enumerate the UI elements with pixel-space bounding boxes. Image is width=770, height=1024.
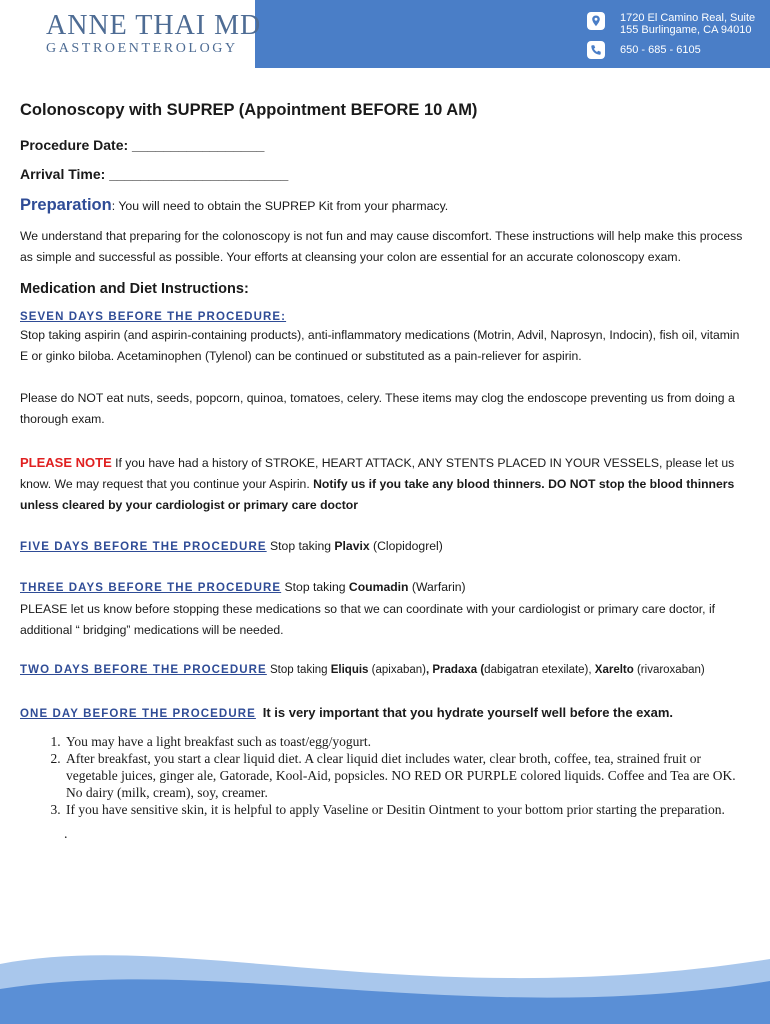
arrival-time-field: Arrival Time: _______________________ (20, 166, 289, 182)
list-item: 1. You may have a light breakfast such as toast/egg/yogurt. (64, 733, 750, 750)
trailing-dot: . (64, 827, 68, 842)
logo-area (0, 0, 262, 68)
preparation-text: : You will need to obtain the SUPREP Kit from your pharmacy. (111, 199, 449, 213)
three-days-heading: THREE DAYS BEFORE THE PROCEDURE (20, 582, 282, 594)
intro-paragraph: We understand that preparing for the colonoscopy is not fun and may cause discomfort. These instructions will help make this process as simple and successful as possible. Your efforts at cleansing your colon are essential for an accurate colonoscopy exam. (20, 229, 743, 264)
eliquis-label: Eliquis (330, 664, 369, 676)
pradaxa-generic: dabigatran etexilate), (484, 664, 595, 676)
xarelto-label: Xarelto (594, 664, 634, 676)
seven-days-text: Stop taking aspirin (and aspirin-containing products), anti-inflammatory medications (Motrin, Advil, Naprosyn, Indocin), fish oil, vitamin E or ginko biloba. Acetaminophen (Tylenol) can be continued or substituted as a pain-reliever for aspirin. (20, 328, 740, 363)
seven-days-heading: SEVEN DAYS BEFORE THE PROCEDURE: (20, 311, 287, 323)
five-days-pre: Stop taking (266, 539, 335, 553)
five-days-heading: FIVE DAYS BEFORE THE PROCEDURE (20, 541, 267, 553)
phone-number: 650 - 685 - 6105 (620, 44, 701, 56)
procedure-date-field: Procedure Date: _________________ (20, 137, 265, 153)
please-note-label: PLEASE NOTE (20, 455, 112, 470)
medication-heading: Medication and Diet Instructions: (20, 281, 249, 297)
footer-wave (0, 919, 770, 1024)
document-title: Colonoscopy with SUPREP (Appointment BEFORE 10 AM) (20, 101, 478, 119)
two-days-pre: Stop taking (266, 664, 331, 676)
logo-subtitle: GASTROENTEROLOGY (46, 41, 238, 56)
address-line-2: 155 Burlingame, CA 94010 (620, 24, 752, 36)
nuts-warning: Please do NOT eat nuts, seeds, popcorn, quinoa, tomatoes, celery. These items may clog the endoscope preventing us from doing a thorough exam. (20, 391, 735, 426)
two-days-heading: TWO DAYS BEFORE THE PROCEDURE (20, 664, 267, 676)
preparation-label: Preparation (20, 196, 112, 214)
eliquis-generic: (apixaban) (368, 664, 426, 676)
xarelto-generic: (rivaroxaban) (633, 664, 705, 676)
list-item: 2. After breakfast, you start a clear liquid diet. A clear liquid diet includes water, clear broth, coffee, tea, strained fruit or vegetable juices, ginger ale, Gatorade, Kool-Aid, popsicles. NO RED OR PURPLE colored liquids. Coffee and Tea are OK. No dairy (milk, cream), soy, creamer. (64, 750, 750, 801)
two-days-line (20, 660, 750, 681)
letterhead-band (0, 0, 770, 68)
document-body (20, 101, 750, 843)
three-days-note: PLEASE let us know before stopping these medications so that we can coordinate with your cardiologist or primary care doctor, if additional “ bridging” medications will be needed. (20, 602, 716, 637)
plavix-label: Plavix (334, 539, 370, 553)
three-days-pre: Stop taking (281, 580, 349, 594)
three-days-line (20, 577, 750, 599)
one-day-steps (20, 733, 750, 818)
pradaxa-label: Pradaxa ( (432, 664, 485, 676)
five-days-line (20, 536, 750, 558)
please-note-paragraph (20, 452, 750, 516)
address-line-1: 1720 El Camino Real, Suite (620, 12, 756, 24)
phone-icon (587, 41, 605, 59)
one-day-heading: ONE DAY BEFORE THE PROCEDURE (20, 708, 256, 720)
list-item: 3. If you have sensitive skin, it is helpful to apply Vaseline or Desitin Ointment to your bottom prior starting the preparation. (64, 801, 750, 818)
please-note-text: If you have had a history of STROKE, HEART ATTACK, ANY STENTS PLACED IN YOUR VESSELS, please let us know. We may request that you continue your Aspirin. (20, 456, 735, 491)
one-day-text: It is very important that you hydrate yourself well before the exam. (262, 705, 674, 720)
one-day-line (20, 702, 750, 725)
two-days-comma: , (426, 664, 433, 676)
coumadin-label: Coumadin (348, 580, 409, 594)
logo-name: ANNE THAI MD (46, 10, 262, 41)
five-days-post: (Clopidogrel) (369, 539, 443, 553)
location-pin-icon (587, 12, 605, 30)
preparation-line (20, 196, 750, 215)
three-days-post: (Warfarin) (408, 580, 466, 594)
please-note-bold: Notify us if you take any blood thinners. DO NOT stop the blood thinners unless cleared by your cardiologist or primary care doctor (20, 477, 735, 512)
